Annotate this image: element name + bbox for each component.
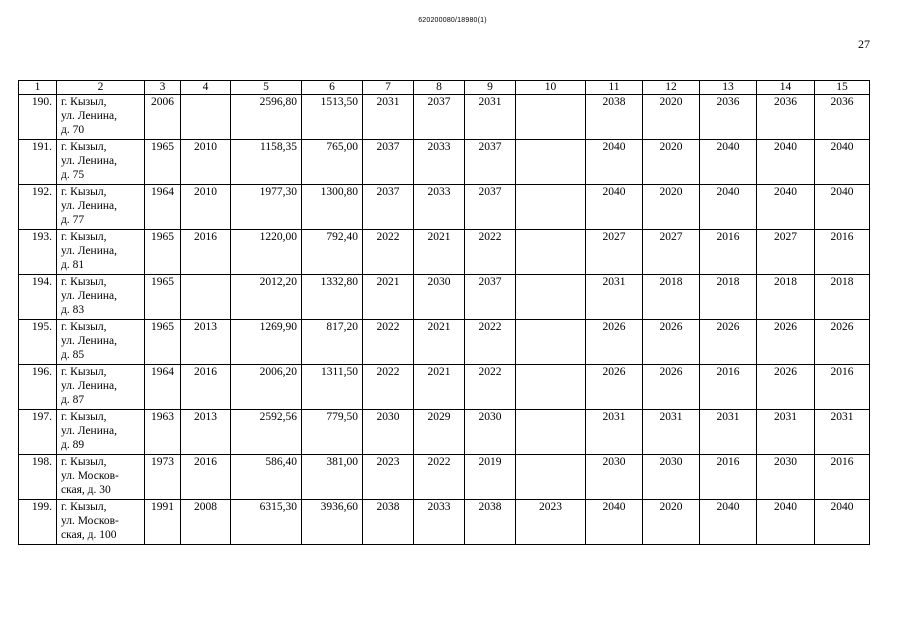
cell-c11: 2030 (586, 455, 643, 500)
address-line: г. Кызыл, (61, 456, 107, 468)
row-number: 198. (19, 455, 57, 500)
row-number: 193. (19, 230, 57, 275)
cell-c12: 2026 (643, 320, 700, 365)
column-header-6: 6 (302, 81, 363, 95)
cell-c10 (516, 185, 586, 230)
cell-c15: 2040 (815, 185, 870, 230)
cell-c15: 2040 (815, 500, 870, 545)
table-row (19, 275, 870, 320)
cell-c5: 1158,35 (231, 140, 302, 185)
cell-c15: 2018 (815, 275, 870, 320)
cell-c6: 765,00 (302, 140, 363, 185)
address-line: ул. Ленина, (61, 155, 118, 167)
table-row (19, 320, 870, 365)
address-line: ул. Ленина, (61, 290, 118, 302)
address-line: д. 87 (61, 394, 85, 406)
column-header-12: 12 (643, 81, 700, 95)
cell-c14: 2026 (757, 320, 815, 365)
column-header-7: 7 (363, 81, 414, 95)
cell-c11: 2040 (586, 185, 643, 230)
cell-c4: 2013 (181, 410, 231, 455)
cell-c15: 2016 (815, 230, 870, 275)
cell-c8: 2033 (414, 500, 465, 545)
cell-c3: 1964 (145, 185, 181, 230)
address-line: г. Кызыл, (61, 321, 107, 333)
column-header-3: 3 (145, 81, 181, 95)
cell-c12: 2018 (643, 275, 700, 320)
cell-c10 (516, 320, 586, 365)
table-row (19, 95, 870, 140)
address-line: ул. Ленина, (61, 110, 118, 122)
cell-c5: 6315,30 (231, 500, 302, 545)
address-line: ул. Ленина, (61, 200, 118, 212)
cell-c11: 2026 (586, 320, 643, 365)
row-number: 191. (19, 140, 57, 185)
address-cell (57, 320, 145, 365)
column-header-13: 13 (700, 81, 757, 95)
address-line: д. 70 (61, 124, 85, 136)
cell-c8: 2037 (414, 95, 465, 140)
address-cell (57, 500, 145, 545)
cell-c5: 2592,56 (231, 410, 302, 455)
cell-c14: 2027 (757, 230, 815, 275)
cell-c9: 2030 (465, 410, 516, 455)
cell-c11: 2040 (586, 500, 643, 545)
cell-c3: 1965 (145, 230, 181, 275)
cell-c10 (516, 455, 586, 500)
cell-c4: 2016 (181, 455, 231, 500)
cell-c14: 2036 (757, 95, 815, 140)
cell-c13: 2016 (700, 455, 757, 500)
cell-c14: 2040 (757, 185, 815, 230)
cell-c11: 2038 (586, 95, 643, 140)
cell-c7: 2030 (363, 410, 414, 455)
cell-c13: 2026 (700, 320, 757, 365)
cell-c15: 2026 (815, 320, 870, 365)
column-header-9: 9 (465, 81, 516, 95)
address-cell (57, 275, 145, 320)
cell-c6: 3936,60 (302, 500, 363, 545)
cell-c5: 1977,30 (231, 185, 302, 230)
cell-c15: 2040 (815, 140, 870, 185)
cell-c11: 2026 (586, 365, 643, 410)
address-line: г. Кызыл, (61, 231, 107, 243)
cell-c8: 2033 (414, 140, 465, 185)
address-cell (57, 140, 145, 185)
cell-c6: 381,00 (302, 455, 363, 500)
cell-c13: 2040 (700, 140, 757, 185)
cell-c4: 2016 (181, 365, 231, 410)
cell-c4: 2008 (181, 500, 231, 545)
address-line: г. Кызыл, (61, 96, 107, 108)
cell-c8: 2021 (414, 320, 465, 365)
cell-c12: 2020 (643, 140, 700, 185)
cell-c3: 1963 (145, 410, 181, 455)
cell-c7: 2022 (363, 230, 414, 275)
cell-c3: 1965 (145, 320, 181, 365)
address-line: г. Кызыл, (61, 141, 107, 153)
cell-c7: 2031 (363, 95, 414, 140)
cell-c3: 1964 (145, 365, 181, 410)
cell-c5: 2006,20 (231, 365, 302, 410)
column-header-10: 10 (516, 81, 586, 95)
address-cell (57, 185, 145, 230)
cell-c7: 2022 (363, 365, 414, 410)
cell-c14: 2030 (757, 455, 815, 500)
cell-c13: 2036 (700, 95, 757, 140)
address-cell (57, 365, 145, 410)
cell-c15: 2036 (815, 95, 870, 140)
cell-c13: 2016 (700, 230, 757, 275)
cell-c14: 2031 (757, 410, 815, 455)
address-cell (57, 410, 145, 455)
cell-c9: 2031 (465, 95, 516, 140)
cell-c13: 2040 (700, 185, 757, 230)
cell-c13: 2031 (700, 410, 757, 455)
table-row (19, 230, 870, 275)
table-row (19, 140, 870, 185)
cell-c9: 2022 (465, 320, 516, 365)
cell-c6: 779,50 (302, 410, 363, 455)
cell-c5: 2596,80 (231, 95, 302, 140)
cell-c11: 2031 (586, 275, 643, 320)
cell-c6: 1300,80 (302, 185, 363, 230)
address-line: ская, д. 100 (61, 529, 117, 541)
cell-c15: 2016 (815, 455, 870, 500)
cell-c3: 1973 (145, 455, 181, 500)
address-line: д. 77 (61, 214, 85, 226)
cell-c3: 1965 (145, 140, 181, 185)
address-line: г. Кызыл, (61, 501, 107, 513)
cell-c11: 2040 (586, 140, 643, 185)
cell-c14: 2026 (757, 365, 815, 410)
cell-c12: 2026 (643, 365, 700, 410)
cell-c9: 2022 (465, 230, 516, 275)
column-header-8: 8 (414, 81, 465, 95)
cell-c10 (516, 95, 586, 140)
cell-c9: 2019 (465, 455, 516, 500)
cell-c8: 2021 (414, 365, 465, 410)
cell-c9: 2037 (465, 275, 516, 320)
row-number: 194. (19, 275, 57, 320)
row-number: 196. (19, 365, 57, 410)
cell-c9: 2038 (465, 500, 516, 545)
column-header-15: 15 (815, 81, 870, 95)
cell-c5: 1220,00 (231, 230, 302, 275)
cell-c13: 2040 (700, 500, 757, 545)
cell-c9: 2022 (465, 365, 516, 410)
cell-c3: 2006 (145, 95, 181, 140)
address-line: г. Кызыл, (61, 276, 107, 288)
column-header-5: 5 (231, 81, 302, 95)
address-cell (57, 455, 145, 500)
table-row (19, 365, 870, 410)
cell-c7: 2023 (363, 455, 414, 500)
data-table (18, 80, 870, 545)
row-number: 190. (19, 95, 57, 140)
cell-c13: 2018 (700, 275, 757, 320)
cell-c8: 2029 (414, 410, 465, 455)
cell-c4: 2013 (181, 320, 231, 365)
cell-c4: 2016 (181, 230, 231, 275)
table-row (19, 455, 870, 500)
address-line: ул. Ленина, (61, 425, 118, 437)
cell-c14: 2018 (757, 275, 815, 320)
cell-c14: 2040 (757, 500, 815, 545)
cell-c14: 2040 (757, 140, 815, 185)
address-line: д. 75 (61, 169, 85, 181)
cell-c7: 2021 (363, 275, 414, 320)
cell-c7: 2022 (363, 320, 414, 365)
cell-c4 (181, 275, 231, 320)
cell-c6: 817,20 (302, 320, 363, 365)
address-line: г. Кызыл, (61, 411, 107, 423)
address-line: г. Кызыл, (61, 186, 107, 198)
cell-c12: 2020 (643, 95, 700, 140)
address-line: г. Кызыл, (61, 366, 107, 378)
cell-c8: 2021 (414, 230, 465, 275)
address-line: ул. Москов- (61, 515, 119, 527)
cell-c5: 1269,90 (231, 320, 302, 365)
address-line: ская, д. 30 (61, 484, 111, 496)
address-line: д. 83 (61, 304, 85, 316)
cell-c10 (516, 275, 586, 320)
cell-c4 (181, 95, 231, 140)
row-number: 192. (19, 185, 57, 230)
table-row (19, 500, 870, 545)
cell-c12: 2031 (643, 410, 700, 455)
column-header-11: 11 (586, 81, 643, 95)
page-number: 27 (858, 37, 870, 51)
cell-c6: 1311,50 (302, 365, 363, 410)
column-header-2: 2 (57, 81, 145, 95)
cell-c12: 2030 (643, 455, 700, 500)
cell-c10: 2023 (516, 500, 586, 545)
cell-c9: 2037 (465, 140, 516, 185)
address-line: д. 89 (61, 439, 85, 451)
address-line: ул. Москов- (61, 470, 119, 482)
table-row (19, 410, 870, 455)
cell-c15: 2016 (815, 365, 870, 410)
address-cell (57, 230, 145, 275)
cell-c11: 2027 (586, 230, 643, 275)
address-line: д. 81 (61, 259, 85, 271)
row-number: 199. (19, 500, 57, 545)
cell-c3: 1991 (145, 500, 181, 545)
column-header-4: 4 (181, 81, 231, 95)
document-id: 620200080/18980(1) (418, 17, 487, 24)
column-header-14: 14 (757, 81, 815, 95)
cell-c11: 2031 (586, 410, 643, 455)
address-line: ул. Ленина, (61, 380, 118, 392)
cell-c8: 2033 (414, 185, 465, 230)
cell-c8: 2030 (414, 275, 465, 320)
cell-c6: 792,40 (302, 230, 363, 275)
address-line: ул. Ленина, (61, 245, 118, 257)
cell-c3: 1965 (145, 275, 181, 320)
cell-c12: 2020 (643, 500, 700, 545)
cell-c10 (516, 365, 586, 410)
cell-c15: 2031 (815, 410, 870, 455)
cell-c5: 2012,20 (231, 275, 302, 320)
cell-c6: 1332,80 (302, 275, 363, 320)
cell-c12: 2020 (643, 185, 700, 230)
cell-c12: 2027 (643, 230, 700, 275)
address-line: д. 85 (61, 349, 85, 361)
cell-c6: 1513,50 (302, 95, 363, 140)
address-cell (57, 95, 145, 140)
cell-c10 (516, 410, 586, 455)
cell-c7: 2037 (363, 185, 414, 230)
row-number: 197. (19, 410, 57, 455)
table-row (19, 185, 870, 230)
cell-c4: 2010 (181, 185, 231, 230)
table-header-row (19, 81, 870, 95)
cell-c7: 2038 (363, 500, 414, 545)
cell-c10 (516, 230, 586, 275)
cell-c13: 2016 (700, 365, 757, 410)
column-header-1: 1 (19, 81, 57, 95)
cell-c8: 2022 (414, 455, 465, 500)
cell-c10 (516, 140, 586, 185)
row-number: 195. (19, 320, 57, 365)
address-line: ул. Ленина, (61, 335, 118, 347)
cell-c7: 2037 (363, 140, 414, 185)
cell-c5: 586,40 (231, 455, 302, 500)
cell-c9: 2037 (465, 185, 516, 230)
cell-c4: 2010 (181, 140, 231, 185)
